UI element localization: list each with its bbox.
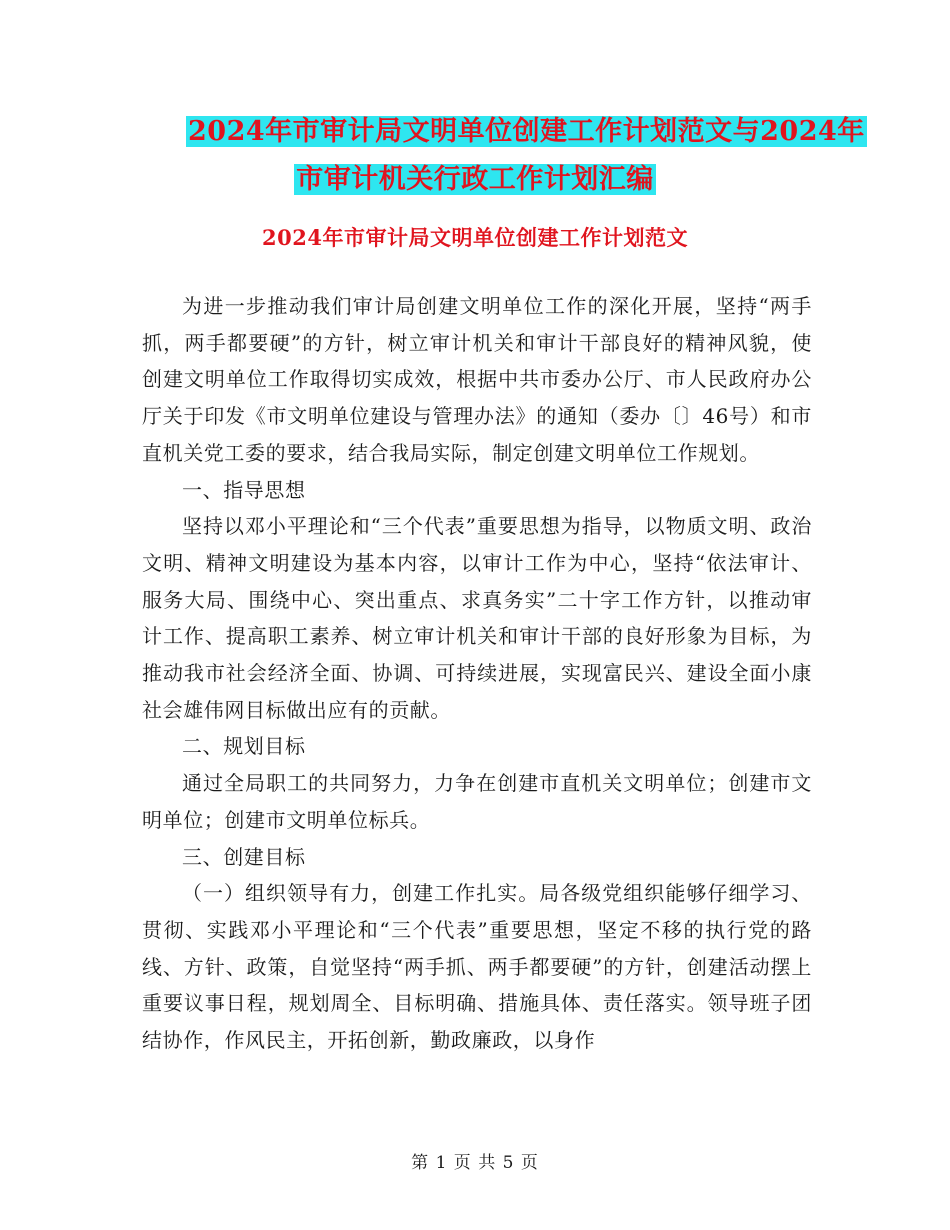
heading-creation-goal: 三、创建目标 xyxy=(182,844,306,869)
paragraph-planning-goal: 通过全局职工的共同努力，力争在创建市直机关文明单位；创建市文明单位；创建市文明单位标兵。 xyxy=(142,771,812,832)
heading-planning-goal: 二、规划目标 xyxy=(182,734,306,759)
section-heading: 2024年市审计局文明单位创建工作计划范文 xyxy=(262,225,688,250)
heading-guiding-thought: 一、指导思想 xyxy=(182,477,306,502)
document-title xyxy=(0,108,950,204)
title-line-2: 市审计机关行政工作计划汇编 xyxy=(296,164,654,195)
document-body xyxy=(142,288,812,1059)
paragraph-creation-goal-1: （一）组织领导有力，创建工作扎实。局各级党组织能够仔细学习、贯彻、实践邓小平理论和“三个代表”重要思想，坚定不移的执行党的路线、方针、政策，自觉坚持“两手抓、两手都要硬”的方针，创建活动摆上重要议事日程，规划周全、目标明确、措施具体、责任落实。领导班子团结协作，作风民主，开拓创新，勤政廉政，以身作 xyxy=(142,881,812,1053)
paragraph-guiding-thought: 坚持以邓小平理论和“三个代表”重要思想为指导，以物质文明、政治文明、精神文明建设为基本内容，以审计工作为中心，坚持“依法审计、服务大局、围绕中心、突出重点、求真务实”二十字工作方针，以推动审计工作、提高职工素养、树立审计机关和审计干部的良好形象为目标，为推动我市社会经济全面、协调、可持续进展，实现富民兴、建设全面小康社会雄伟网目标做出应有的贡献。 xyxy=(142,514,812,722)
paragraph-intro: 为进一步推动我们审计局创建文明单位工作的深化开展，坚持“两手抓，两手都要硬”的方针，树立审计机关和审计干部良好的精神风貌，使创建文明单位工作取得切实成效，根据中共市委办公厅、市人民政府办公厅关于印发《市文明单位建设与管理办法》的通知（委办〔〕46号）和市直机关党工委的要求，结合我局实际，制定创建文明单位工作规划。 xyxy=(142,294,812,465)
page-footer: 第 1 页 共 5 页 xyxy=(411,1153,539,1173)
title-line-1: 2024年市审计局文明单位创建工作计划范文与2024年 xyxy=(188,116,865,147)
